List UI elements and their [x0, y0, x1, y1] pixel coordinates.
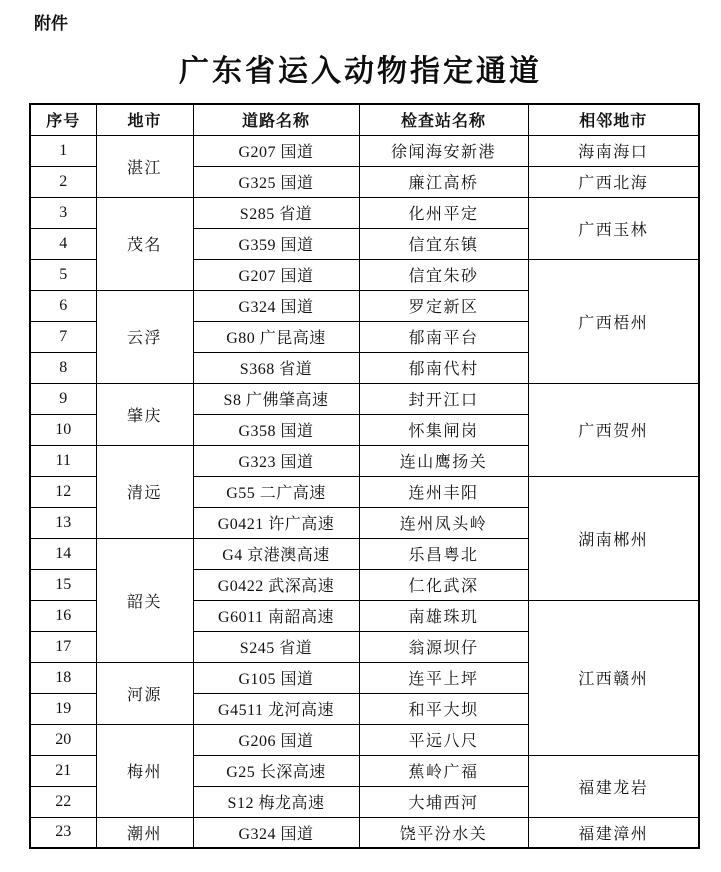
cell-road: G105 国道: [193, 662, 359, 693]
table-row: [30, 135, 699, 166]
cell-checkpoint: 仁化武深: [359, 569, 528, 600]
cell-city: 清远: [96, 445, 193, 538]
channels-table: [29, 103, 700, 849]
table-body: [30, 135, 699, 848]
cell-no: 9: [30, 383, 96, 414]
cell-no: 16: [30, 600, 96, 631]
cell-city: 潮州: [96, 817, 193, 848]
cell-checkpoint: 罗定新区: [359, 290, 528, 321]
cell-checkpoint: 信宜东镇: [359, 228, 528, 259]
table-row: [30, 817, 699, 848]
cell-no: 23: [30, 817, 96, 848]
cell-city: 茂名: [96, 197, 193, 290]
cell-no: 19: [30, 693, 96, 724]
cell-checkpoint: 化州平定: [359, 197, 528, 228]
cell-checkpoint: 连山鹰扬关: [359, 445, 528, 476]
cell-city: 河源: [96, 662, 193, 724]
cell-no: 5: [30, 259, 96, 290]
header-row: [30, 104, 699, 135]
cell-road: G25 长深高速: [193, 755, 359, 786]
cell-road: S285 省道: [193, 197, 359, 228]
cell-road: G0422 武深高速: [193, 569, 359, 600]
cell-checkpoint: 郁南平台: [359, 321, 528, 352]
cell-road: G323 国道: [193, 445, 359, 476]
cell-road: G0421 许广高速: [193, 507, 359, 538]
cell-road: G4 京港澳高速: [193, 538, 359, 569]
column-header-adjacent: 相邻地市: [528, 104, 699, 135]
cell-no: 18: [30, 662, 96, 693]
cell-road: G6011 南韶高速: [193, 600, 359, 631]
cell-adjacent: 福建漳州: [528, 817, 699, 848]
cell-city: 韶关: [96, 538, 193, 662]
cell-no: 7: [30, 321, 96, 352]
cell-checkpoint: 蕉岭广福: [359, 755, 528, 786]
cell-adjacent: 湖南郴州: [528, 476, 699, 600]
column-header-city: 地市: [96, 104, 193, 135]
cell-adjacent: 江西赣州: [528, 600, 699, 755]
cell-road: S245 省道: [193, 631, 359, 662]
cell-no: 13: [30, 507, 96, 538]
cell-checkpoint: 翁源坝仔: [359, 631, 528, 662]
cell-checkpoint: 连州凤头岭: [359, 507, 528, 538]
cell-no: 10: [30, 414, 96, 445]
cell-no: 17: [30, 631, 96, 662]
cell-checkpoint: 饶平汾水关: [359, 817, 528, 848]
cell-road: G4511 龙河高速: [193, 693, 359, 724]
cell-checkpoint: 封开江口: [359, 383, 528, 414]
cell-checkpoint: 廉江高桥: [359, 166, 528, 197]
cell-city: 云浮: [96, 290, 193, 383]
cell-no: 2: [30, 166, 96, 197]
cell-checkpoint: 平远八尺: [359, 724, 528, 755]
cell-road: G55 二广高速: [193, 476, 359, 507]
cell-city: 梅州: [96, 724, 193, 817]
cell-no: 22: [30, 786, 96, 817]
cell-no: 6: [30, 290, 96, 321]
page-title: 广东省运入动物指定通道: [179, 55, 542, 88]
cell-road: G358 国道: [193, 414, 359, 445]
cell-road: S12 梅龙高速: [193, 786, 359, 817]
cell-road: G207 国道: [193, 135, 359, 166]
table-row: [30, 197, 699, 228]
cell-adjacent: 广西贺州: [528, 383, 699, 476]
cell-no: 20: [30, 724, 96, 755]
column-header-no: 序号: [30, 104, 96, 135]
cell-road: G325 国道: [193, 166, 359, 197]
cell-adjacent: 福建龙岩: [528, 755, 699, 817]
cell-adjacent: 广西北海: [528, 166, 699, 197]
cell-checkpoint: 南雄珠玑: [359, 600, 528, 631]
cell-city: 湛江: [96, 135, 193, 197]
cell-no: 14: [30, 538, 96, 569]
cell-no: 1: [30, 135, 96, 166]
cell-adjacent: 广西玉林: [528, 197, 699, 259]
cell-no: 3: [30, 197, 96, 228]
cell-road: G324 国道: [193, 290, 359, 321]
cell-road: S368 省道: [193, 352, 359, 383]
table-row: [30, 383, 699, 414]
cell-road: G80 广昆高速: [193, 321, 359, 352]
cell-checkpoint: 和平大坝: [359, 693, 528, 724]
cell-no: 21: [30, 755, 96, 786]
cell-road: G359 国道: [193, 228, 359, 259]
attachment-label: 附件: [34, 14, 68, 33]
cell-checkpoint: 连平上坪: [359, 662, 528, 693]
cell-road: G324 国道: [193, 817, 359, 848]
cell-no: 4: [30, 228, 96, 259]
cell-adjacent: 广西梧州: [528, 259, 699, 383]
cell-checkpoint: 信宜朱砂: [359, 259, 528, 290]
cell-no: 12: [30, 476, 96, 507]
cell-city: 肇庆: [96, 383, 193, 445]
cell-checkpoint: 徐闻海安新港: [359, 135, 528, 166]
cell-adjacent: 海南海口: [528, 135, 699, 166]
cell-road: S8 广佛肇高速: [193, 383, 359, 414]
cell-road: G206 国道: [193, 724, 359, 755]
cell-no: 11: [30, 445, 96, 476]
column-header-checkpoint: 检查站名称: [359, 104, 528, 135]
column-header-road: 道路名称: [193, 104, 359, 135]
cell-checkpoint: 乐昌粤北: [359, 538, 528, 569]
cell-checkpoint: 大埔西河: [359, 786, 528, 817]
cell-no: 15: [30, 569, 96, 600]
cell-checkpoint: 怀集闸岗: [359, 414, 528, 445]
cell-checkpoint: 郁南代村: [359, 352, 528, 383]
cell-road: G207 国道: [193, 259, 359, 290]
cell-checkpoint: 连州丰阳: [359, 476, 528, 507]
cell-no: 8: [30, 352, 96, 383]
